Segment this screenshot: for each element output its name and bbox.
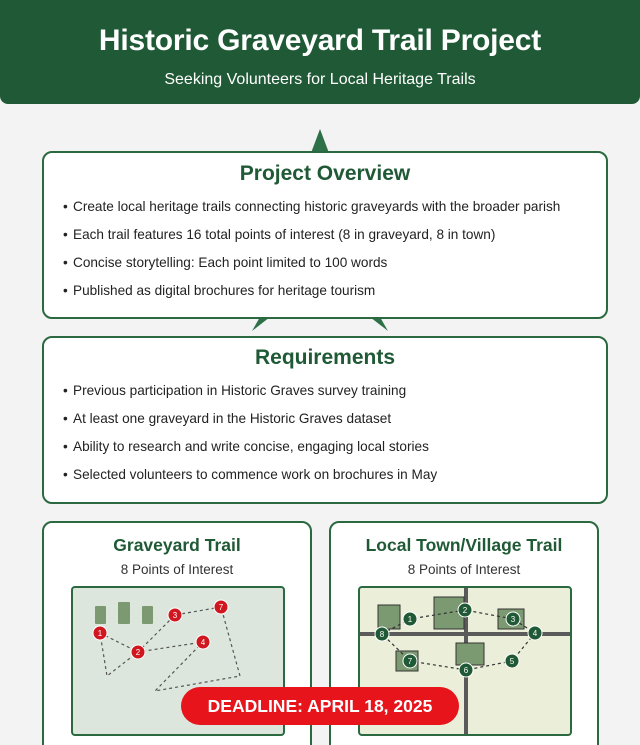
svg-text:6: 6 [463,666,469,675]
requirements-heading: Requirements [254,346,396,369]
graveyard-point-3[interactable] [168,608,182,622]
village-trail-poi-count: 8 Points of Interest [407,562,521,577]
building-icon [378,605,400,629]
village-point-8[interactable] [375,627,389,641]
svg-text:3: 3 [172,611,178,620]
requirements-list [44,377,606,489]
deadline-badge: DEADLINE: APRIL 18, 2025 [181,687,459,725]
list-item: • Each trail features 16 total points of interest (8 in graveyard, 8 in town) [63,221,606,249]
page-header [0,0,640,104]
overview-heading: Project Overview [239,162,411,185]
village-point-7[interactable] [403,654,417,668]
headstone-icon [118,602,130,624]
list-item: • Previous participation in Historic Graves survey training [63,377,606,405]
svg-text:4: 4 [200,638,206,647]
svg-text:2: 2 [462,606,468,615]
graveyard-point-2[interactable] [131,645,145,659]
village-point-5[interactable] [505,654,519,668]
svg-text:5: 5 [509,657,515,666]
svg-text:1: 1 [97,629,103,638]
overview-list [44,193,606,305]
list-item: • Concise storytelling: Each point limited to 100 words [63,249,606,277]
village-point-2[interactable] [458,603,472,617]
village-point-1[interactable] [403,612,417,626]
triangle-right [370,317,388,331]
list-item: • Published as digital brochures for heritage tourism [63,277,606,305]
village-point-3[interactable] [506,612,520,626]
list-item: • Create local heritage trails connecting historic graveyards with the broader parish [63,193,606,221]
village-point-6[interactable] [459,663,473,677]
svg-text:3: 3 [510,615,516,624]
village-point-4[interactable] [528,626,542,640]
svg-text:2: 2 [135,648,141,657]
project-overview-card [42,151,608,319]
building-icon [456,643,484,665]
headstone-icon [95,606,106,624]
graveyard-trail-poi-count: 8 Points of Interest [120,562,234,577]
page-subtitle: Seeking Volunteers for Local Heritage Trails [164,71,476,88]
svg-text:7: 7 [218,603,224,612]
svg-text:8: 8 [379,630,385,639]
list-item: • At least one graveyard in the Historic Graves dataset [63,405,606,433]
graveyard-point-1[interactable] [93,626,107,640]
triangle-top [311,129,329,153]
requirements-card [42,336,608,504]
svg-text:4: 4 [532,629,538,638]
village-trail-title: Local Town/Village Trail [365,535,563,555]
list-item: • Selected volunteers to commence work on brochures in May [63,461,606,489]
triangle-left [252,317,270,331]
svg-text:1: 1 [407,615,413,624]
list-item: • Ability to research and write concise, engaging local stories [63,433,606,461]
page-title: Historic Graveyard Trail Project [98,24,542,57]
graveyard-point-4[interactable] [196,635,210,649]
graveyard-point-7[interactable] [214,600,228,614]
svg-text:7: 7 [407,657,413,666]
graveyard-trail-title: Graveyard Trail [113,535,241,555]
headstone-icon [142,606,153,624]
